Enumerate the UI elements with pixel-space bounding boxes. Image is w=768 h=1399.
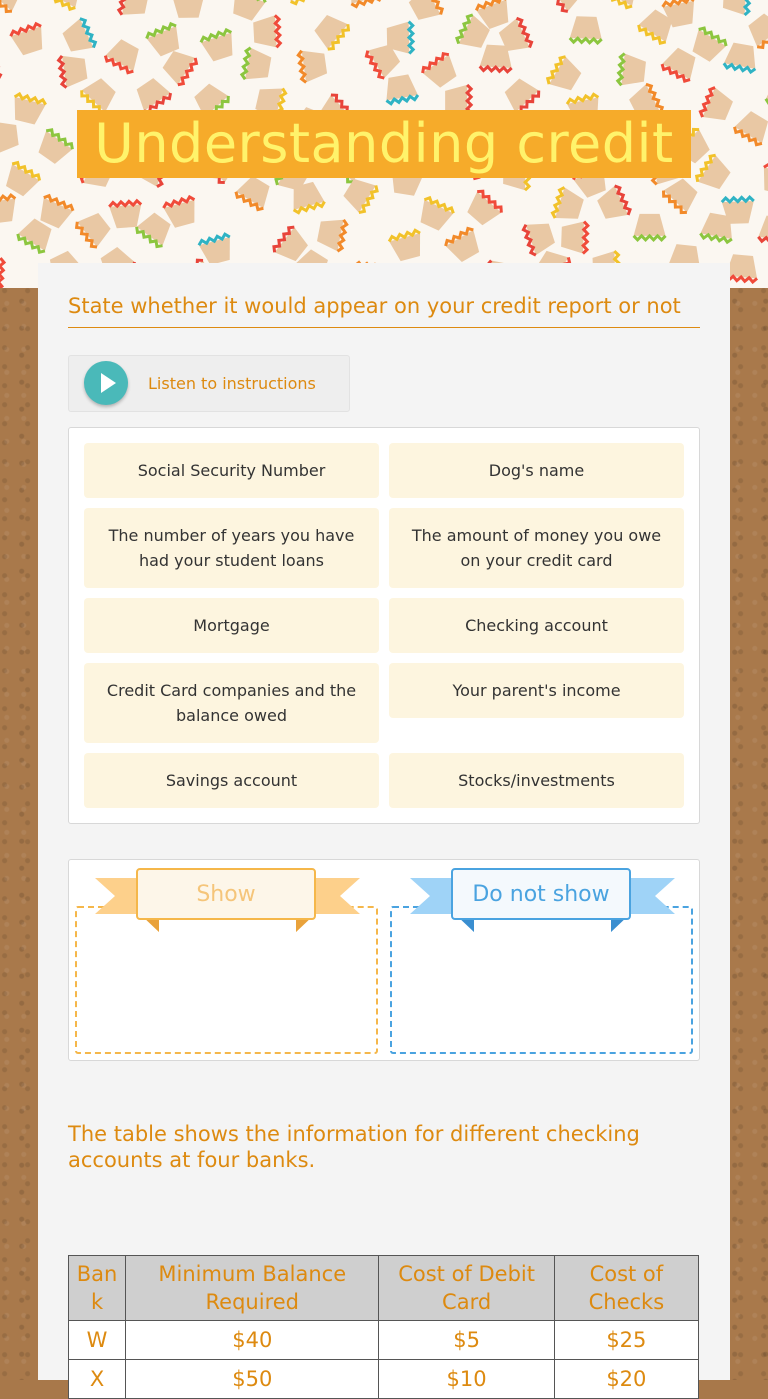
drag-card[interactable]: Mortgage: [84, 598, 379, 653]
question-1-prompt: State whether it would appear on your credit report or not: [68, 291, 700, 328]
drag-card[interactable]: Savings account: [84, 753, 379, 808]
checking-accounts-table: [68, 1255, 699, 1399]
do-not-show-category-label: Do not show: [451, 868, 631, 920]
drag-card[interactable]: Checking account: [389, 598, 684, 653]
table-cell: $40: [126, 1321, 379, 1360]
drag-card[interactable]: The number of years you have had your student loans: [84, 508, 379, 588]
drag-card[interactable]: Dog's name: [389, 443, 684, 498]
listen-to-instructions-button[interactable]: [68, 355, 350, 412]
drag-card[interactable]: Your parent's income: [389, 663, 684, 718]
draggable-cards-area: [68, 427, 700, 824]
table-header-cell: Cost of Checks: [554, 1256, 698, 1321]
table-cell: $25: [554, 1321, 698, 1360]
drag-card[interactable]: Social Security Number: [84, 443, 379, 498]
table-header-cell: Cost of Debit Card: [379, 1256, 554, 1321]
table-cell: $20: [554, 1360, 698, 1399]
worksheet-header: [0, 0, 768, 288]
drag-card[interactable]: Stocks/investments: [389, 753, 684, 808]
table-cell: W: [69, 1321, 126, 1360]
table-cell: $50: [126, 1360, 379, 1399]
table-header-cell: Minimum Balance Required: [126, 1256, 379, 1321]
table-header-row: [69, 1256, 699, 1321]
worksheet-title: Understanding credit: [77, 110, 691, 178]
table-row: [69, 1321, 699, 1360]
listen-label: Listen to instructions: [148, 374, 316, 393]
play-icon[interactable]: [84, 361, 128, 405]
worksheet-sheet: [38, 263, 730, 1391]
show-category-label: Show: [136, 868, 316, 920]
question-2-prompt: The table shows the information for different checking accounts at four banks.: [68, 1122, 640, 1172]
table-row: [69, 1360, 699, 1399]
table-cell: $10: [379, 1360, 554, 1399]
table-cell: X: [69, 1360, 126, 1399]
drop-zones-area: [68, 859, 700, 1061]
table-header-cell: Ban k: [69, 1256, 126, 1321]
table-cell: $5: [379, 1321, 554, 1360]
drag-card[interactable]: Credit Card companies and the balance owed: [84, 663, 379, 743]
drag-card[interactable]: The amount of money you owe on your credit card: [389, 508, 684, 588]
